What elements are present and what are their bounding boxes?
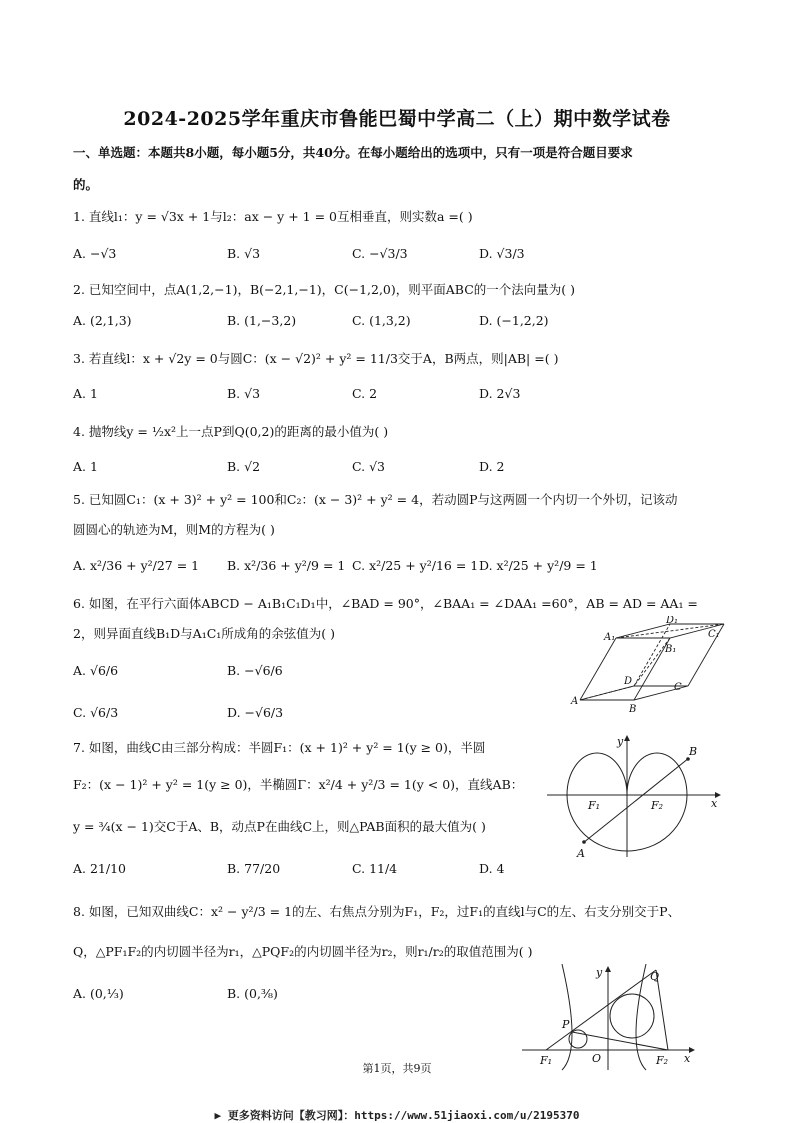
q1-stem: 1. 直线l₁：y = √3x + 1与l₂：ax − y + 1 = 0互相垂直，则实数a =( ) [73, 209, 473, 224]
q2-option-c[interactable]: C. (1,3,2) [352, 313, 411, 328]
q7-option-b[interactable]: B. 77/20 [227, 861, 281, 876]
q5-option-c[interactable]: C. x²/25 + y²/16 = 1 [352, 558, 479, 573]
q3-option-a[interactable]: A. 1 [73, 386, 98, 401]
hyperbola-figure [520, 962, 696, 1072]
q2-option-a[interactable]: A. (2,1,3) [73, 313, 132, 328]
label-f1: F₁ [540, 1054, 553, 1067]
q5-option-b[interactable]: B. x²/36 + y²/9 = 1 [227, 558, 346, 573]
q7-options [73, 861, 633, 879]
label-y-axis: y [617, 735, 624, 748]
label-b: B [629, 704, 637, 715]
label-a1: A₁ [604, 632, 616, 643]
label-f1: F₁ [588, 799, 601, 812]
q6-option-d[interactable]: D. −√6/3 [227, 705, 284, 720]
q7-stem-line3: y = ¾(x − 1)交C于A、B，动点P在曲线C上，则△PAB面积的最大值为( ) [73, 819, 486, 834]
label-f2: F₂ [651, 799, 664, 812]
label-d1: D₁ [666, 616, 679, 626]
q8-option-a[interactable]: A. (0,⅓) [73, 986, 124, 1001]
label-d: D [624, 676, 633, 687]
q3-option-d[interactable]: D. 2√3 [479, 386, 521, 401]
page-title: 2024-2025学年重庆市鲁能巴蜀中学高二（上）期中数学试卷 [123, 108, 671, 130]
q6-option-c[interactable]: C. √6/3 [73, 705, 119, 720]
q2-option-b[interactable]: B. (1,−3,2) [227, 313, 297, 328]
q6-options-row2 [73, 705, 633, 723]
q5-option-d[interactable]: D. x²/25 + y²/9 = 1 [479, 558, 598, 573]
q4-stem: 4. 抛物线y = ½x²上一点P到Q(0,2)的距离的最小值为( ) [73, 424, 389, 439]
q8-stem-line2: Q，△PF₁F₂的内切圆半径为r₁，△PQF₂的内切圆半径为r₂，则r₁/r₂的取值范围为( ) [73, 944, 533, 959]
q3-options [73, 386, 633, 404]
q3-stem: 3. 若直线l：x + √2y = 0与圆C：(x − √2)² + y² = 11/3交于A，B两点，则|AB| =( ) [73, 351, 559, 366]
heart-curve-figure [543, 733, 723, 861]
section-heading-line2: 的。 [73, 177, 99, 192]
q5-stem-line1: 5. 已知圆C₁：(x + 3)² + y² = 100和C₂：(x − 3)² + y² = 4，若动圆P与这两圆一个内切一个外切，记该动 [73, 492, 678, 507]
q6-option-a[interactable]: A. √6/6 [73, 663, 119, 678]
q8-option-b[interactable]: B. (0,⅜) [227, 986, 278, 1001]
q6-stem-line1: 6. 如图，在平行六面体ABCD − A₁B₁C₁D₁中，∠BAD = 90°，∠BAA₁ = ∠DAA₁ =60°，AB = AD = AA₁ = [73, 596, 698, 611]
label-c: C [674, 682, 682, 693]
parallelepiped-figure [568, 616, 728, 716]
q5-options [73, 558, 633, 576]
q6-options-row1 [73, 663, 633, 681]
resource-link[interactable]: ▶ 更多资料访问【教习网】：https://www.51jiaoxi.com/u/2195370 [214, 1109, 580, 1122]
label-x-axis: x [684, 1052, 691, 1065]
label-origin: O [592, 1052, 602, 1065]
q7-option-c[interactable]: C. 11/4 [352, 861, 398, 876]
q7-option-d[interactable]: D. 4 [479, 861, 505, 876]
label-point-p: P [562, 1018, 570, 1031]
q3-option-c[interactable]: C. 2 [352, 386, 378, 401]
q5-option-a[interactable]: A. x²/36 + y²/27 = 1 [73, 558, 200, 573]
q4-option-b[interactable]: B. √2 [227, 459, 261, 474]
q4-option-a[interactable]: A. 1 [73, 459, 98, 474]
q1-option-c[interactable]: C. −√3/3 [352, 246, 408, 261]
label-point-a: A [577, 847, 585, 860]
label-point-b: B [689, 745, 698, 758]
q2-options [73, 313, 633, 331]
q7-stem-line1: 7. 如图，曲线C由三部分构成：半圆F₁：(x + 1)² + y² = 1(y ≥ 0)，半圆 [73, 740, 486, 755]
label-point-q: Q [650, 970, 660, 983]
q1-option-a[interactable]: A. −√3 [73, 246, 117, 261]
q4-option-d[interactable]: D. 2 [479, 459, 505, 474]
q4-options [73, 459, 633, 477]
q6-option-b[interactable]: B. −√6/6 [227, 663, 283, 678]
q3-option-b[interactable]: B. √3 [227, 386, 261, 401]
label-x-axis: x [711, 797, 718, 810]
q1-option-d[interactable]: D. √3/3 [479, 246, 525, 261]
page-footer: 第1页，共9页 [362, 1062, 432, 1075]
label-c1: C₁ [708, 629, 720, 640]
q1-options [73, 246, 633, 264]
q7-stem-line2: F₂：(x − 1)² + y² = 1(y ≥ 0)，半椭圆Γ：x²/4 + y²/3 = 1(y < 0)，直线AB： [73, 777, 524, 792]
q8-stem-line1: 8. 如图，已知双曲线C：x² − y²/3 = 1的左、右焦点分别为F₁，F₂，过F₁的直线l与C的左、右支分别交于P、 [73, 904, 681, 919]
label-f2: F₂ [656, 1054, 669, 1067]
label-y-axis: y [596, 966, 603, 979]
q2-stem: 2. 已知空间中，点A(1,2,−1)，B(−2,1,−1)，C(−1,2,0)，则平面ABC的一个法向量为( ) [73, 282, 575, 297]
label-a: A [571, 696, 579, 707]
q7-option-a[interactable]: A. 21/10 [73, 861, 126, 876]
q6-stem-line2: 2，则异面直线B₁D与A₁C₁所成角的余弦值为( ) [73, 626, 336, 641]
q2-option-d[interactable]: D. (−1,2,2) [479, 313, 549, 328]
label-b1: B₁ [665, 644, 677, 655]
q4-option-c[interactable]: C. √3 [352, 459, 385, 474]
q5-stem-line2: 圆圆心的轨迹为M，则M的方程为( ) [73, 522, 275, 537]
q1-option-b[interactable]: B. √3 [227, 246, 261, 261]
section-heading-line1: 一、单选题：本题共8小题，每小题5分，共40分。在每小题给出的选项中，只有一项是符合题目要求 [73, 145, 633, 160]
